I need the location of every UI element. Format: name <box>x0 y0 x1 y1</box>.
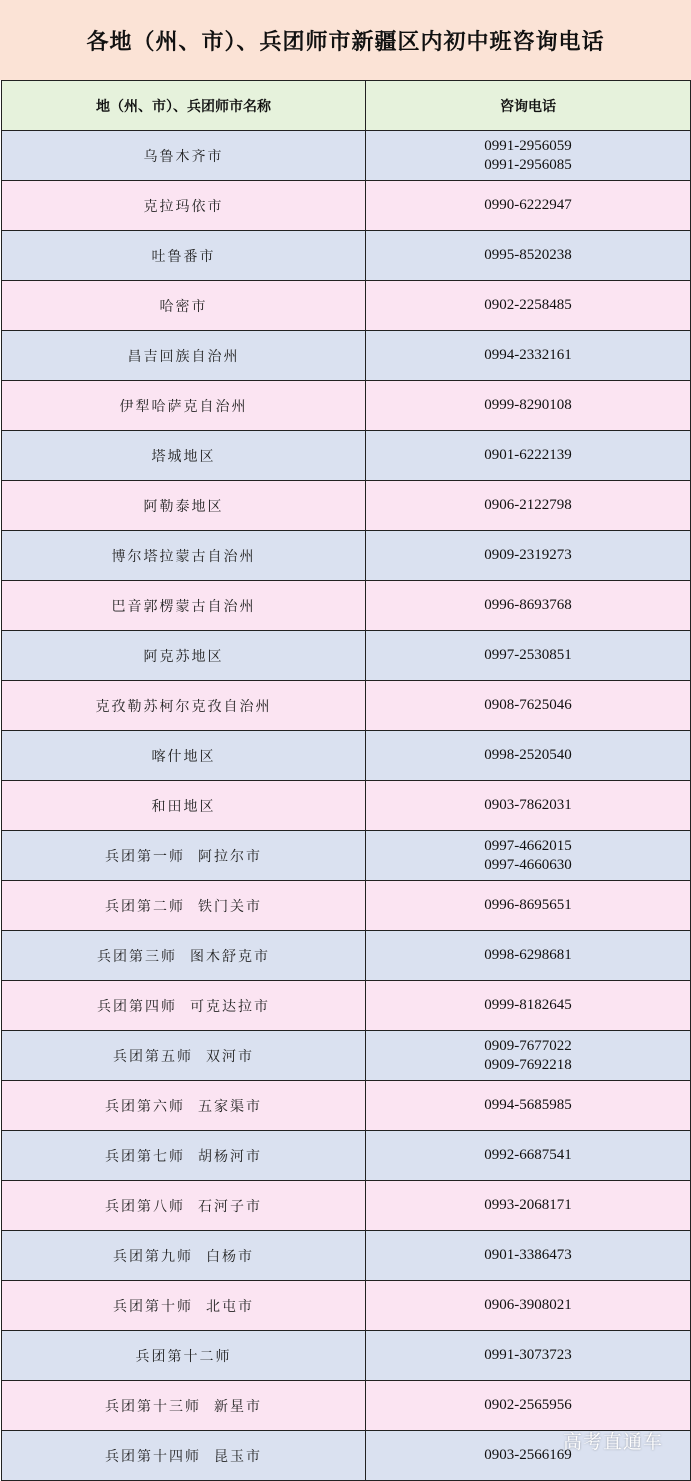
region-name-cell: 博尔塔拉蒙古自治州 <box>2 531 366 581</box>
phone-number: 0996-8695651 <box>484 897 572 913</box>
phone-number: 0999-8290108 <box>484 397 572 413</box>
region-name-cell: 兵团第八师 石河子市 <box>2 1181 366 1231</box>
table-body <box>2 131 691 1481</box>
table-row <box>2 231 691 281</box>
region-name-cell: 兵团第五师 双河市 <box>2 1031 366 1081</box>
table-row <box>2 931 691 981</box>
phone-cell <box>366 1381 691 1431</box>
region-name-cell: 乌鲁木齐市 <box>2 131 366 181</box>
region-name-cell: 兵团第六师 五家渠市 <box>2 1081 366 1131</box>
phone-number: 0909-7677022 <box>484 1037 572 1054</box>
table-row <box>2 1231 691 1281</box>
phone-number: 0998-2520540 <box>484 747 572 763</box>
phone-cell <box>366 981 691 1031</box>
phone-number: 0902-2258485 <box>484 297 572 313</box>
phone-cell <box>366 181 691 231</box>
table-row <box>2 881 691 931</box>
column-header-name: 地（州、市）、兵团师市名称 <box>2 81 366 131</box>
phone-cell <box>366 731 691 781</box>
region-name-cell: 克孜勒苏柯尔克孜自治州 <box>2 681 366 731</box>
phone-number: 0903-2566169 <box>484 1447 572 1463</box>
region-name-cell: 兵团第二师 铁门关市 <box>2 881 366 931</box>
table-row <box>2 381 691 431</box>
table-row <box>2 781 691 831</box>
column-header-phone: 咨询电话 <box>366 81 691 131</box>
region-name-cell: 喀什地区 <box>2 731 366 781</box>
phone-cell <box>366 1181 691 1231</box>
phone-number: 0995-8520238 <box>484 247 572 263</box>
region-name-cell: 兵团第九师 白杨市 <box>2 1231 366 1281</box>
phone-number: 0901-3386473 <box>484 1247 572 1263</box>
phone-cell <box>366 831 691 881</box>
phone-number: 0991-2956059 <box>484 137 572 154</box>
phone-number: 0993-2068171 <box>484 1197 572 1213</box>
phone-cell <box>366 881 691 931</box>
phone-cell <box>366 1081 691 1131</box>
watermark-text: 高考直通车 <box>562 1431 663 1453</box>
phone-number: 0996-8693768 <box>484 597 572 613</box>
region-name-cell: 哈密市 <box>2 281 366 331</box>
phone-number: 0902-2565956 <box>484 1397 572 1413</box>
region-name-cell: 兵团第七师 胡杨河市 <box>2 1131 366 1181</box>
table-row <box>2 731 691 781</box>
phone-cell <box>366 481 691 531</box>
phone-cell <box>366 131 691 181</box>
phone-cell <box>366 431 691 481</box>
region-name-cell: 阿勒泰地区 <box>2 481 366 531</box>
phone-cell <box>366 281 691 331</box>
phone-cell <box>366 1331 691 1381</box>
table-row <box>2 831 691 881</box>
phone-cell <box>366 931 691 981</box>
region-name-cell: 兵团第十四师 昆玉市 <box>2 1431 366 1481</box>
region-name-cell: 克拉玛依市 <box>2 181 366 231</box>
table-row <box>2 531 691 581</box>
phone-cell <box>366 381 691 431</box>
region-name-cell: 兵团第十三师 新星市 <box>2 1381 366 1431</box>
region-name-cell: 吐鲁番市 <box>2 231 366 281</box>
table-row <box>2 181 691 231</box>
phone-number: 0991-3073723 <box>484 1347 572 1363</box>
phone-number: 0901-6222139 <box>484 447 572 463</box>
table-row <box>2 1131 691 1181</box>
phone-number: 0909-7692218 <box>484 1056 572 1073</box>
table-row <box>2 581 691 631</box>
table-row <box>2 1381 691 1431</box>
phone-cell <box>366 231 691 281</box>
phone-cell <box>366 781 691 831</box>
phone-number: 0992-6687541 <box>484 1147 572 1163</box>
phone-number: 0991-2956085 <box>484 156 572 173</box>
region-name-cell: 伊犁哈萨克自治州 <box>2 381 366 431</box>
phone-number: 0909-2319273 <box>484 547 572 563</box>
table-row <box>2 631 691 681</box>
table-row <box>2 1181 691 1231</box>
region-name-cell: 兵团第十二师 <box>2 1331 366 1381</box>
phone-number: 0997-4662015 <box>484 837 572 854</box>
region-name-cell: 兵团第四师 可克达拉市 <box>2 981 366 1031</box>
phone-number: 0999-8182645 <box>484 997 572 1013</box>
table-row <box>2 281 691 331</box>
region-name-cell: 塔城地区 <box>2 431 366 481</box>
table-header-row <box>2 81 691 131</box>
table-row <box>2 331 691 381</box>
phone-number: 0990-6222947 <box>484 197 572 213</box>
region-name-cell: 兵团第一师 阿拉尔市 <box>2 831 366 881</box>
region-name-cell: 和田地区 <box>2 781 366 831</box>
phone-cell <box>366 1031 691 1081</box>
region-name-cell: 巴音郭楞蒙古自治州 <box>2 581 366 631</box>
table-row <box>2 131 691 181</box>
phone-cell <box>366 1231 691 1281</box>
phone-number: 0908-7625046 <box>484 697 572 713</box>
phone-cell <box>366 681 691 731</box>
phone-cell <box>366 631 691 681</box>
table-row <box>2 481 691 531</box>
phone-number: 0998-6298681 <box>484 947 572 963</box>
region-name-cell: 兵团第十师 北屯市 <box>2 1281 366 1331</box>
phone-number: 0994-5685985 <box>484 1097 572 1113</box>
table-row <box>2 1081 691 1131</box>
table-row <box>2 431 691 481</box>
phone-number: 0906-3908021 <box>484 1297 572 1313</box>
phone-number: 0997-2530851 <box>484 647 572 663</box>
phone-cell <box>366 331 691 381</box>
page-title: 各地（州、市）、兵团师市新疆区内初中班咨询电话 <box>0 0 691 80</box>
table-row <box>2 1281 691 1331</box>
table-row <box>2 1331 691 1381</box>
contact-table <box>1 80 691 1481</box>
phone-number: 0906-2122798 <box>484 497 572 513</box>
region-name-cell: 昌吉回族自治州 <box>2 331 366 381</box>
phone-number: 0997-4660630 <box>484 856 572 873</box>
phone-number: 0994-2332161 <box>484 347 572 363</box>
phone-cell <box>366 531 691 581</box>
region-name-cell: 阿克苏地区 <box>2 631 366 681</box>
phone-number: 0903-7862031 <box>484 797 572 813</box>
table-row <box>2 681 691 731</box>
phone-cell <box>366 1281 691 1331</box>
table-row <box>2 1031 691 1081</box>
phone-cell <box>366 581 691 631</box>
phone-cell <box>366 1131 691 1181</box>
region-name-cell: 兵团第三师 图木舒克市 <box>2 931 366 981</box>
table-row <box>2 981 691 1031</box>
